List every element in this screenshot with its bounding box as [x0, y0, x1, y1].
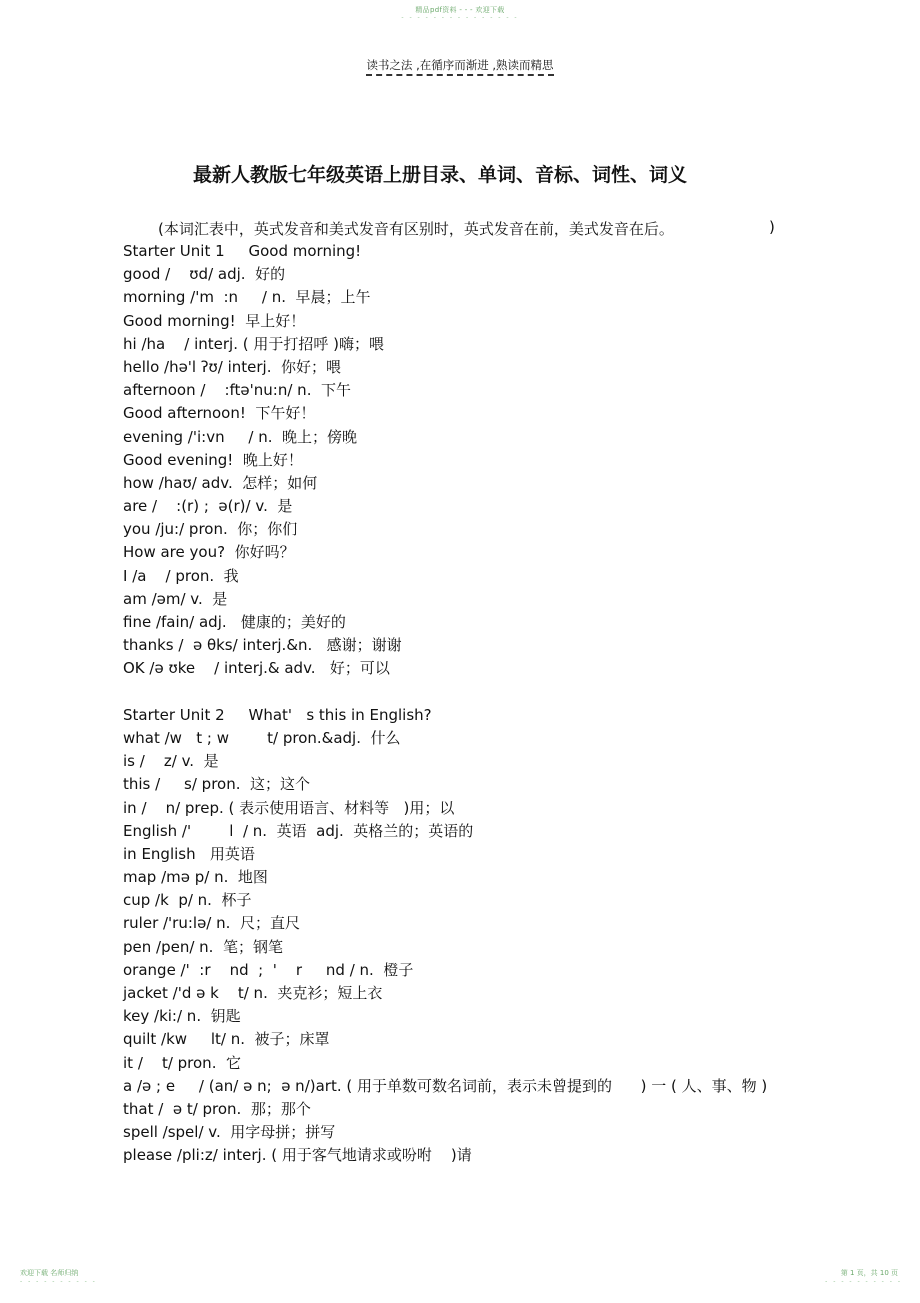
vocabulary-list — [123, 240, 883, 1168]
vocab-entry: am /əm/ v. 是 — [123, 589, 228, 608]
vocab-entry: what /w t ; w t/ pron.&adj. 什么 — [123, 728, 401, 747]
watermark-top-dots: - - - - - - - - - - - - - - - — [401, 14, 519, 21]
vocab-entry: quilt /kw lt/ n. 被子；床罩 — [123, 1030, 330, 1049]
vocab-entry: spell /spel/ v. 用字母拼；拼写 — [123, 1123, 336, 1142]
vocab-entry: I /a / pron. 我 — [123, 566, 239, 585]
page-number: 第 1 页，共 10 页 — [840, 1269, 898, 1277]
vocab-entry: Starter Unit 1 Good morning! — [123, 242, 362, 260]
vocab-entry: please /pli:z/ interj. ( 用于客气地请求或吩咐 )请 — [123, 1146, 472, 1165]
vocab-entry: thanks / ə θks/ interj.&n. 感谢；谢谢 — [123, 636, 402, 655]
vocab-entry: are / :(r) ; ə(r)/ v. 是 — [123, 497, 293, 516]
vocab-entry: that / ə t/ pron. 那；那个 — [123, 1099, 311, 1118]
intro-note: (本词汇表中，英式发音和美式发音有区别时，英式发音在前，美式发音在后。 — [158, 220, 674, 238]
vocab-entry: OK /ə ʊke / interj.& adv. 好；可以 — [123, 659, 390, 678]
vocab-entry: Good afternoon! 下午好！ — [123, 404, 316, 423]
vocab-entry: cup /k p/ n. 杯子 — [123, 891, 252, 910]
vocab-entry: Starter Unit 2 What' s this in English? — [123, 705, 432, 724]
vocab-entry: English /' l / n. 英语 adj. 英格兰的；英语的 — [123, 821, 474, 840]
vocab-entry: this / s/ pron. 这；这个 — [123, 775, 311, 794]
vocab-entry: a /ə ; e / (an/ ə n; ə n/)art. ( 用于单数可数名词前，表示未曾提到的 ) 一 ( 人、事、物 ) — [123, 1076, 768, 1095]
header-note — [0, 57, 920, 73]
vocab-entry: morning /'m :n / n. 早晨；上午 — [123, 288, 371, 307]
vocab-entry: Good evening! 晚上好！ — [123, 450, 303, 469]
vocab-entry: hi /ha / interj. ( 用于打招呼 )嗨；喂 — [123, 334, 384, 353]
vocab-entry: fine /fain/ adj. 健康的；美好的 — [123, 613, 346, 631]
header-note-text: 读书之法 ,在循序而渐进 ,熟读而精思 — [366, 58, 553, 76]
vocab-entry: afternoon / :ftə'nu:n/ n. 下午 — [123, 381, 351, 400]
intro-note-close: ) — [769, 218, 775, 236]
vocab-entry: jacket /'d ə k t/ n. 夹克衫；短上衣 — [123, 984, 383, 1002]
watermark-bottom-left: 欢迎下载 名师归纳 — [20, 1269, 79, 1277]
vocab-entry: it / t/ pron. 它 — [123, 1053, 241, 1072]
vocab-entry: in English 用英语 — [123, 844, 255, 863]
vocab-entry: map /mə p/ n. 地图 — [123, 868, 268, 887]
blank-line — [123, 681, 883, 704]
page-title: 最新人教版七年级英语上册目录、单词、音标、词性、词义 — [192, 164, 687, 186]
vocab-entry: good / ʊd/ adj. 好的 — [123, 265, 286, 284]
vocab-entry: in / n/ prep. ( 表示使用语言、材料等 )用；以 — [123, 798, 455, 817]
vocab-entry: orange /' :r nd ; ' r nd / n. 橙子 — [123, 960, 414, 979]
vocab-entry: you /ju:/ pron. 你；你们 — [123, 520, 298, 539]
vocab-entry: evening /'i:vn / n. 晚上；傍晚 — [123, 427, 358, 446]
watermark-bottom-right-dots: - - - - - - - - - - — [825, 1278, 902, 1285]
vocab-entry: is / z/ v. 是 — [123, 752, 219, 771]
watermark-bottom-left-dots: - - - - - - - - - - — [20, 1278, 97, 1285]
vocab-entry: How are you? 你好吗？ — [123, 543, 295, 562]
vocab-entry: key /ki:/ n. 钥匙 — [123, 1007, 241, 1026]
vocab-entry: ruler /'ru:lə/ n. 尺；直尺 — [123, 914, 300, 933]
vocab-entry: how /haʊ/ adv. 怎样；如何 — [123, 473, 318, 492]
vocab-entry: hello /hə'l ʔʊ/ interj. 你好；喂 — [123, 357, 342, 376]
vocab-entry: Good morning! 早上好！ — [123, 311, 306, 330]
vocab-entry: pen /pen/ n. 笔；钢笔 — [123, 937, 283, 956]
watermark-top: 精品pdf资料 - - - 欢迎下载 — [415, 6, 505, 14]
